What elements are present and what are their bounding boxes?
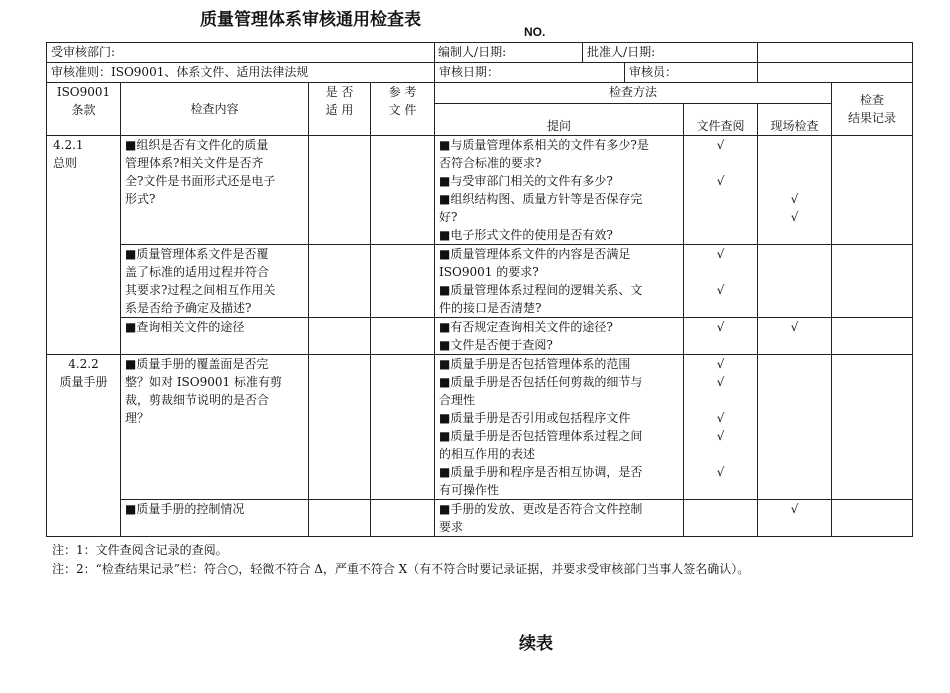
applicable-header-line-2: 适 用 xyxy=(325,103,354,117)
continued-label: 续表 xyxy=(519,634,553,654)
header-row-1 xyxy=(47,43,913,63)
question-line: ■质量手册是否包括任何剪裁的细节与 xyxy=(439,375,643,389)
auditor-label: 审核员： xyxy=(629,65,678,79)
site-check-header-label: 现场检查 xyxy=(770,119,819,133)
clause-name: 质量手册 xyxy=(59,375,108,389)
reference-cell[interactable] xyxy=(371,245,435,318)
applicable-cell[interactable] xyxy=(309,245,371,318)
document-number-label: NO. xyxy=(524,25,546,39)
check-mark: √ xyxy=(716,375,725,389)
content-line: 管理体系?相关文件是否齐 xyxy=(125,156,264,170)
check-mark xyxy=(762,136,827,154)
table-row xyxy=(47,500,913,537)
reference-cell[interactable] xyxy=(371,355,435,500)
method-header-label: 检查方法 xyxy=(609,85,658,99)
content-cell xyxy=(121,245,309,318)
doc-review-cell[interactable] xyxy=(684,355,758,500)
question-line: ■与受审部门相关的文件有多少? xyxy=(439,174,613,188)
check-mark: √ xyxy=(716,138,725,152)
check-mark xyxy=(688,445,753,463)
check-mark xyxy=(762,172,827,190)
content-line: 盖了标准的适用过程并符合 xyxy=(125,265,270,279)
footnote-2: 注：2：“检查结果记录”栏：符合○，轻微不符合 Δ，严重不符合 X（有不符合时要记录证据，并要求受审核部门当事人签名确认）。 xyxy=(52,562,750,576)
content-line: ■组织是否有文件化的质量 xyxy=(125,138,269,152)
question-line: ISO9001 的要求? xyxy=(439,265,539,279)
content-header xyxy=(121,83,309,136)
content-cell xyxy=(121,136,309,245)
check-mark xyxy=(688,208,753,226)
question-line: ■电子形式文件的使用是否有效? xyxy=(439,228,613,242)
content-line: ■质量手册的覆盖面是否完 xyxy=(125,357,269,371)
audit-criteria-label: 审核准则：ISO9001、体系文件、适用法律法规 xyxy=(51,65,309,79)
check-mark xyxy=(762,154,827,172)
audited-department-cell[interactable] xyxy=(47,43,435,63)
question-cell xyxy=(435,136,684,245)
result-header xyxy=(832,83,913,136)
reference-header-line-2: 文 件 xyxy=(388,103,417,117)
table-row xyxy=(47,245,913,318)
clause-cell-4-2-2 xyxy=(47,355,121,537)
doc-review-header-label: 文件查阅 xyxy=(696,119,745,133)
checklist-table xyxy=(46,42,913,537)
site-check-header xyxy=(758,104,832,136)
audit-date-cell[interactable] xyxy=(435,63,758,83)
audit-criteria-cell xyxy=(47,63,435,83)
clause-cell-4-2-1 xyxy=(47,136,121,355)
approver-date-cell[interactable] xyxy=(758,43,913,63)
column-header-row xyxy=(47,83,913,104)
doc-review-header xyxy=(684,104,758,136)
table-row xyxy=(47,318,913,355)
audited-department-label: 受审核部门: xyxy=(51,45,116,59)
question-line: ■手册的发放、更改是否符合文件控制 xyxy=(439,502,643,516)
content-line: ■质量管理体系文件是否覆 xyxy=(125,247,269,261)
clause-number: 4.2.1 xyxy=(53,138,84,152)
content-line: ■查询相关文件的途径 xyxy=(125,320,245,334)
content-cell xyxy=(121,355,309,500)
method-header xyxy=(435,83,832,104)
content-line: 系是否给予确定及描述? xyxy=(125,301,252,315)
reference-cell[interactable] xyxy=(371,136,435,245)
reference-header xyxy=(371,83,435,136)
question-header xyxy=(435,104,684,136)
content-line: 裁，剪裁细节说明的是否合 xyxy=(125,393,270,407)
result-cell[interactable] xyxy=(832,318,913,355)
applicable-cell[interactable] xyxy=(309,318,371,355)
audit-date-label: 审核日期： xyxy=(439,63,625,82)
content-line: 其要求?过程之间相互作用关 xyxy=(125,283,276,297)
check-mark: √ xyxy=(790,192,799,206)
question-header-label: 提问 xyxy=(547,119,572,133)
table-row xyxy=(47,136,913,245)
clause-name: 总则 xyxy=(53,156,78,170)
applicable-cell[interactable] xyxy=(309,136,371,245)
header-row-2 xyxy=(47,63,913,83)
content-line: 全?文件是书面形式还是电子 xyxy=(125,174,276,188)
table-row xyxy=(47,355,913,500)
check-mark xyxy=(688,226,753,244)
content-cell xyxy=(121,500,309,537)
document-title: 质量管理体系审核通用检查表 xyxy=(200,10,421,30)
question-line: ■质量管理体系文件的内容是否满足 xyxy=(439,247,631,261)
check-mark: √ xyxy=(716,465,725,479)
check-mark: √ xyxy=(716,411,725,425)
footnote-1: 注：1：文件查阅含记录的查阅。 xyxy=(52,543,228,557)
question-line: 否符合标准的要求? xyxy=(439,156,542,170)
question-cell xyxy=(435,245,684,318)
result-cell[interactable] xyxy=(832,500,913,537)
check-mark xyxy=(688,299,753,317)
check-mark xyxy=(688,263,753,281)
check-mark xyxy=(762,226,827,244)
content-line: ■质量手册的控制情况 xyxy=(125,502,245,516)
check-mark: √ xyxy=(790,320,799,334)
applicable-cell[interactable] xyxy=(309,355,371,500)
question-line: ■质量手册是否包括管理体系过程之间 xyxy=(439,429,643,443)
result-cell[interactable] xyxy=(832,136,913,245)
clause-number: 4.2.2 xyxy=(68,357,99,371)
site-check-cell[interactable] xyxy=(758,500,832,537)
question-line: ■质量管理体系过程间的逻辑关系、文 xyxy=(439,283,643,297)
question-line: 件的接口是否清楚? xyxy=(439,301,542,315)
question-line: 的相互作用的表述 xyxy=(439,447,536,461)
result-header-line-2: 结果记录 xyxy=(848,111,897,125)
site-check-cell[interactable] xyxy=(758,355,832,500)
approver-date-label: 批准人/日期: xyxy=(587,45,656,59)
question-line: 合理性 xyxy=(439,393,476,407)
content-line: 理？ xyxy=(125,411,150,425)
check-mark: √ xyxy=(716,247,725,261)
question-line: ■与质量管理体系相关的文件有多少?是 xyxy=(439,138,649,152)
check-mark: √ xyxy=(790,502,799,516)
check-mark xyxy=(688,190,753,208)
question-line: ■文件是否便于查阅? xyxy=(439,338,553,352)
applicable-cell[interactable] xyxy=(309,500,371,537)
question-line: ■有否规定查询相关文件的途径? xyxy=(439,320,613,334)
reference-cell[interactable] xyxy=(371,500,435,537)
reference-header-line-1: 参 考 xyxy=(388,85,417,99)
site-check-cell[interactable] xyxy=(758,318,832,355)
check-mark: √ xyxy=(716,174,725,188)
check-mark xyxy=(688,154,753,172)
question-line: 要求 xyxy=(439,520,464,534)
footnotes xyxy=(52,541,749,579)
applicable-header xyxy=(309,83,371,136)
question-line: ■质量手册是否包括管理体系的范围 xyxy=(439,357,631,371)
content-line: 形式? xyxy=(125,192,156,206)
check-mark xyxy=(688,391,753,409)
check-mark: √ xyxy=(716,357,725,371)
question-line: 有可操作性 xyxy=(439,483,500,497)
check-mark xyxy=(688,481,753,499)
result-header-line-1: 检查 xyxy=(860,93,885,107)
question-cell xyxy=(435,355,684,500)
clause-header-line-2: 条款 xyxy=(71,103,96,117)
applicable-header-line-1: 是 否 xyxy=(325,85,354,99)
check-mark: √ xyxy=(790,210,799,224)
clause-header-line-1: ISO9001 xyxy=(56,85,111,99)
content-line: 整？如对 ISO9001 标准有剪 xyxy=(125,375,282,389)
site-check-cell[interactable] xyxy=(758,245,832,318)
editor-date-cell[interactable] xyxy=(435,43,758,63)
auditor-cell[interactable] xyxy=(758,63,913,83)
site-check-cell[interactable] xyxy=(758,136,832,245)
check-mark: √ xyxy=(716,320,725,334)
reference-cell[interactable] xyxy=(371,318,435,355)
doc-review-cell[interactable] xyxy=(684,500,758,537)
check-mark: √ xyxy=(716,283,725,297)
question-line: ■质量手册和程序是否相互协调，是否 xyxy=(439,465,643,479)
result-cell[interactable] xyxy=(832,355,913,500)
editor-date-label: 编制人/日期: xyxy=(435,43,583,62)
doc-review-cell[interactable] xyxy=(684,245,758,318)
content-header-label: 检查内容 xyxy=(190,102,239,116)
content-cell xyxy=(121,318,309,355)
doc-review-cell[interactable] xyxy=(684,136,758,245)
question-cell xyxy=(435,500,684,537)
result-cell[interactable] xyxy=(832,245,913,318)
question-line: ■组织结构图、质量方针等是否保存完 xyxy=(439,192,643,206)
check-mark: √ xyxy=(716,429,725,443)
question-cell xyxy=(435,318,684,355)
question-line: ■质量手册是否引用或包括程序文件 xyxy=(439,411,631,425)
question-line: 好? xyxy=(439,210,458,224)
clause-header xyxy=(47,83,121,136)
doc-review-cell[interactable] xyxy=(684,318,758,355)
